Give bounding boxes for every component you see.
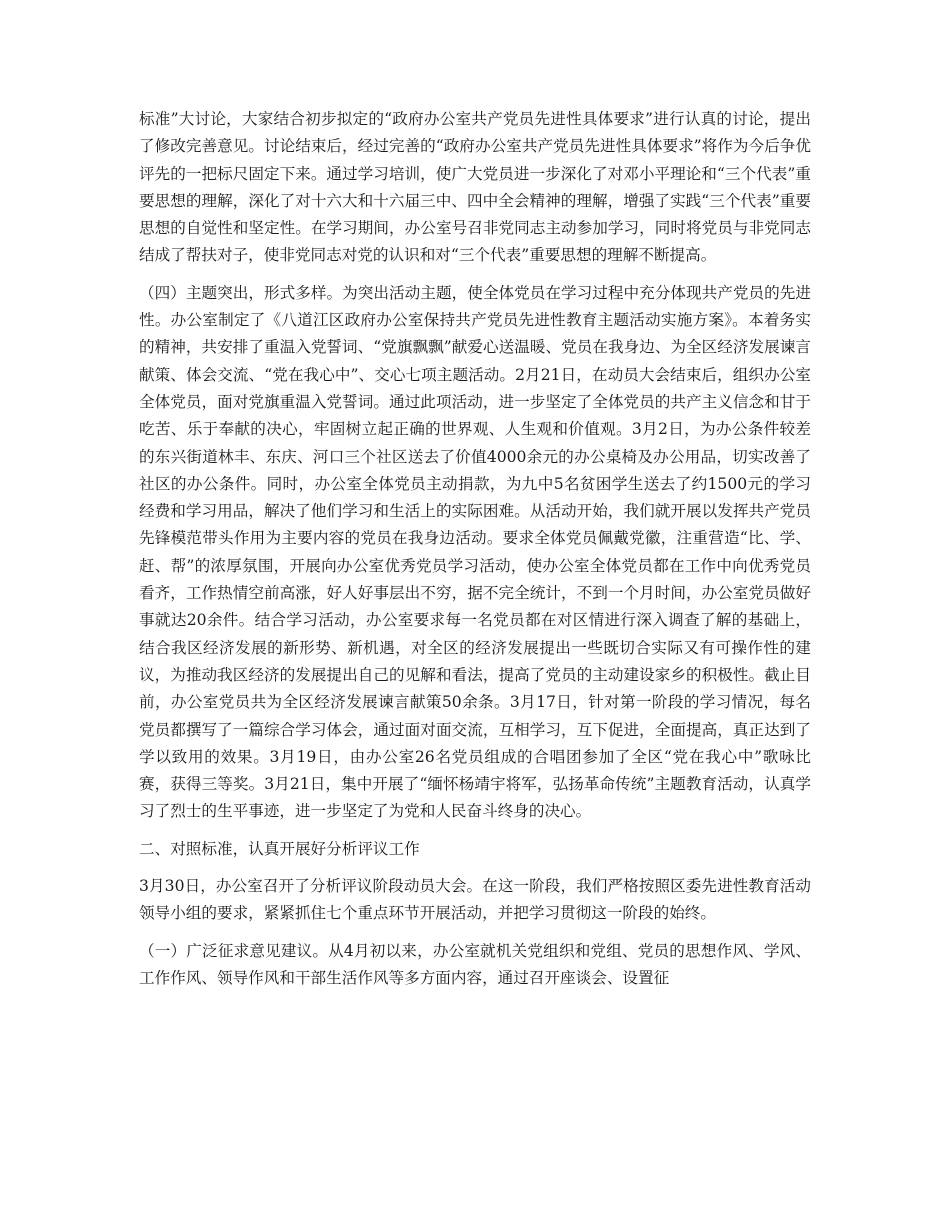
section-heading: 二、对照标准，认真开展好分析评议工作: [139, 839, 420, 858]
document-page: [139, 106, 811, 1002]
paragraph-4: （一）广泛征求意见建议。从4月初以来，办公室就机关党组织和党组、党员的思想作风、学风、工作作风、领导作风和干部生活作风等多方面内容，通过召开座谈会、设置征: [139, 941, 811, 987]
paragraph-1: 标准”大讨论，大家结合初步拟定的“政府办公室共产党员先进性具体要求”进行认真的讨论，提出了修改完善意见。讨论结束后，经过完善的“政府办公室共产党员先进性具体要求”将作为今后争优评先的一把标尺固定下来。通过学习培训，使广大党员进一步深化了对邓小平理论和“三个代表”重要思想的理解，深化了对十六大和十六届三中、四中全会精神的理解，增强了实践“三个代表”重要思想的自觉性和坚定性。在学习期间，办公室号召非党同志主动参加学习，同时将党员与非党同志结成了帮扶对子，使非党同志对党的认识和对“三个代表”重要思想的理解不断提高。: [139, 110, 811, 265]
paragraph-3: 3月30日，办公室召开了分析评议阶段动员大会。在这一阶段，我们严格按照区委先进性教育活动领导小组的要求，紧紧抓住七个重点环节开展活动，并把学习贯彻这一阶段的始终。: [139, 877, 811, 923]
paragraph-2: （四）主题突出，形式多样。为突出活动主题，使全体党员在学习过程中充分体现共产党员的先进性。办公室制定了《八道江区政府办公室保持共产党员先进性教育主题活动实施方案》。本着务实的精神，共安排了重温入党誓词、“党旗飘飘”献爱心送温暖、党员在我身边、为全区经济发展谏言献策、体会交流、“党在我心中”、交心七项主题活动。2月21日，在动员大会结束后，组织办公室全体党员，面对党旗重温入党誓词。通过此项活动，进一步坚定了全体党员的共产主义信念和甘于吃苦、乐于奉献的决心，牢固树立起正确的世界观、人生观和价值观。3月2日，为办公条件较差的东兴街道林丰、东庆、河口三个社区送去了价值4000余元的办公桌椅及办公用品，切实改善了社区的办公条件。同时，办公室全体党员主动捐款，为九中5名贫困学生送去了约1500元的学习经费和学习用品，解决了他们学习和生活上的实际困难。从活动开始，我们就开展以发挥共产党员先锋模范带头作用为主要内容的党员在我身边活动。要求全体党员佩戴党徽，注重营造“比、学、赶、帮”的浓厚氛围，开展向办公室优秀党员学习活动，使办公室全体党员都在工作中向优秀党员看齐，工作热情空前高涨，好人好事层出不穷，据不完全统计，不到一个月时间，办公室党员做好事就达20余件。结合学习活动，办公室要求每一名党员都在对区情进行深入调查了解的基础上，结合我区经济发展的新形势、新机遇，对全区的经济发展提出一些既切合实际又有可操作性的建议，为推动我区经济的发展提出自己的见解和看法，提高了党员的主动建设家乡的积极性。截止目前，办公室党员共为全区经济发展谏言献策50余条。3月17日，针对第一阶段的学习情况，每名党员都撰写了一篇综合学习体会，通过面对面交流，互相学习，互下促进，全面提高，真正达到了学以致用的效果。3月19日，由办公室26名党员组成的合唱团参加了全区“党在我心中”歌咏比赛，获得三等奖。3月21日，集中开展了“缅怀杨靖宇将军，弘扬革命传统”主题教育活动，认真学习了烈士的生平事迹，进一步坚定了为党和人民奋斗终身的决心。: [139, 283, 811, 821]
